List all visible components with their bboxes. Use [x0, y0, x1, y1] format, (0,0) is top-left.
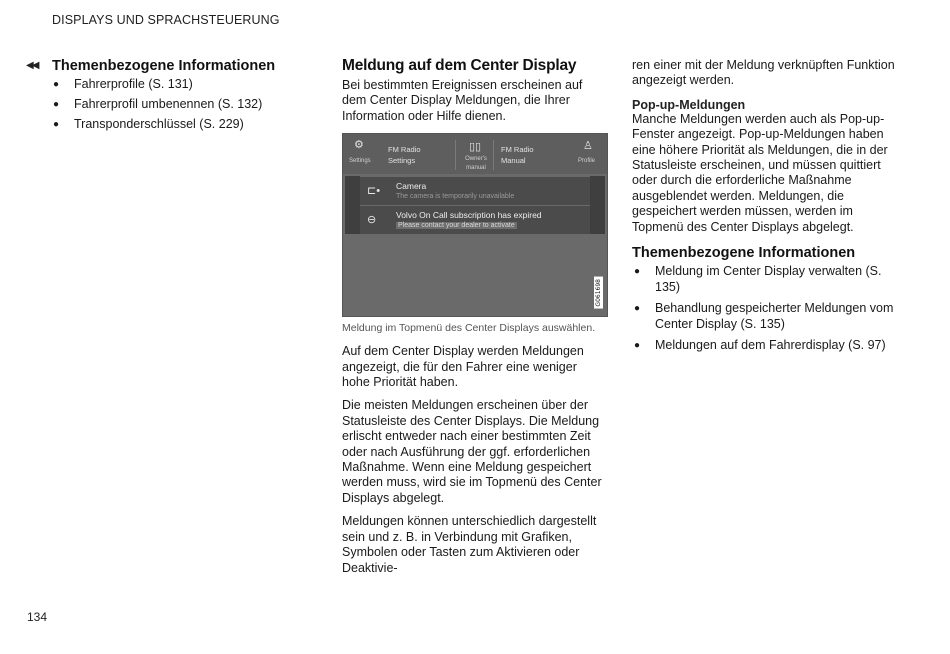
profile-icon: ♙	[583, 140, 593, 153]
main-article-column	[342, 57, 608, 584]
figure-id: G061698	[595, 278, 602, 307]
list-item[interactable]	[632, 338, 902, 354]
settings-gear-icon: ⚙	[354, 139, 364, 152]
divider	[493, 140, 494, 170]
list-item[interactable]	[26, 77, 296, 93]
message-subtitle: Please contact your dealer to activate	[398, 222, 515, 230]
popup-subheading: Pop-up-Meldungen	[632, 97, 746, 112]
link-text: Fahrerprofil umbenennen (S. 132)	[74, 97, 263, 111]
link-text: Fahrerprofile (S. 131)	[74, 77, 193, 91]
profile-label: Profile	[578, 158, 596, 165]
related-info-list	[632, 264, 902, 354]
fm-radio-settings-label: FM Radio	[388, 145, 421, 155]
divider	[455, 140, 456, 170]
link-text: Meldung im Center Display verwalten (S. 135)	[655, 264, 882, 294]
related-info-heading: Themenbezogene Informationen	[632, 245, 856, 262]
list-item[interactable]	[26, 117, 296, 133]
running-header: DISPLAYS UND SPRACHSTEUERUNG	[52, 13, 280, 27]
link-text: Meldungen auf dem Fahrerdisplay (S. 97)	[655, 338, 886, 353]
bullet-icon: ●	[634, 340, 641, 352]
body-paragraph: Auf dem Center Display werden Meldungen angezeigt, die für den Fahrer eine weniger hohe Priorität haben.	[342, 344, 584, 390]
center-display-figure	[342, 133, 608, 317]
related-info-column-left	[26, 58, 296, 137]
message-title: Camera	[396, 181, 427, 192]
link-text: Behandlung gespeicherter Meldungen vom Center Display (S. 135)	[655, 301, 894, 331]
panel-edge-left	[345, 176, 360, 234]
body-paragraph: Die meisten Meldungen erscheinen über der Statusleiste des Center Displays. Die Meldung erlischt entweder nach einer bestimmten Zeit oder nach Ausführung der ggf. erforderlichen Maßnahme. Wenn eine Meldung gespeichert werden muss, wird sie im Topmenü des Center Displays abgelegt.	[342, 398, 602, 505]
camera-icon: ⊏•	[367, 185, 381, 198]
related-info-list	[26, 77, 296, 133]
list-item[interactable]	[632, 264, 902, 295]
bullet-icon: ●	[53, 119, 60, 130]
message-title: Volvo On Call subscription has expired	[396, 210, 542, 221]
bullet-icon: ●	[634, 266, 641, 278]
top-menu-bar	[343, 134, 607, 174]
volvo-logo-icon: ⊖	[367, 214, 377, 227]
fm-radio-settings-sub: Settings	[388, 156, 416, 166]
book-icon: ▯▯	[469, 141, 482, 154]
fm-radio-manual-sub: Manual	[501, 156, 526, 166]
intro-paragraph: Bei bestimmten Ereignissen erscheinen auf dem Center Display Meldungen, die Ihrer Information oder Hilfe dienen.	[342, 78, 583, 123]
bullet-icon: ●	[634, 303, 641, 315]
settings-label: Settings	[349, 158, 371, 165]
right-column	[632, 58, 902, 360]
continued-marker-icon: ◀◀	[26, 60, 38, 71]
list-item[interactable]	[26, 97, 296, 113]
popup-paragraph: Manche Meldungen werden auch als Pop-up-Fenster angezeigt. Pop-up-Meldungen haben eine höhere Priorität als Meldungen, die in der Statusleiste erscheinen, und müssen quittiert oder durch die erforderliche Maßnahme ausgeblendet werden. Meldungen, die gespeichert werden müssen, werden im Topmenü des Center Displays abgelegt.	[632, 111, 888, 234]
message-volvo-on-call[interactable]	[360, 206, 590, 234]
bullet-icon: ●	[53, 99, 60, 110]
owners-manual-label: Owner's manual	[465, 156, 487, 172]
message-subtitle: The camera is temporarily unavailable	[396, 193, 515, 201]
list-item[interactable]	[632, 301, 902, 332]
fm-radio-manual-label: FM Radio	[501, 145, 534, 155]
article-title: Meldung auf dem Center Display	[342, 57, 577, 74]
link-text: Transponderschlüssel (S. 229)	[74, 117, 244, 131]
panel-edge-right	[590, 176, 605, 234]
message-camera[interactable]	[360, 177, 590, 205]
continued-paragraph: ren einer mit der Meldung verknüpften Funktion angezeigt werden.	[632, 58, 895, 88]
body-paragraph: Meldungen können unterschiedlich dargestellt sein und z. B. in Verbindung mit Grafiken, Symbolen oder Tasten zum Aktivieren oder Deaktivie-	[342, 514, 597, 575]
page-number: 134	[27, 610, 48, 624]
bullet-icon: ●	[53, 79, 60, 90]
figure-caption: Meldung im Topmenü des Center Displays auswählen.	[342, 322, 596, 335]
related-info-heading: Themenbezogene Informationen	[52, 58, 276, 74]
